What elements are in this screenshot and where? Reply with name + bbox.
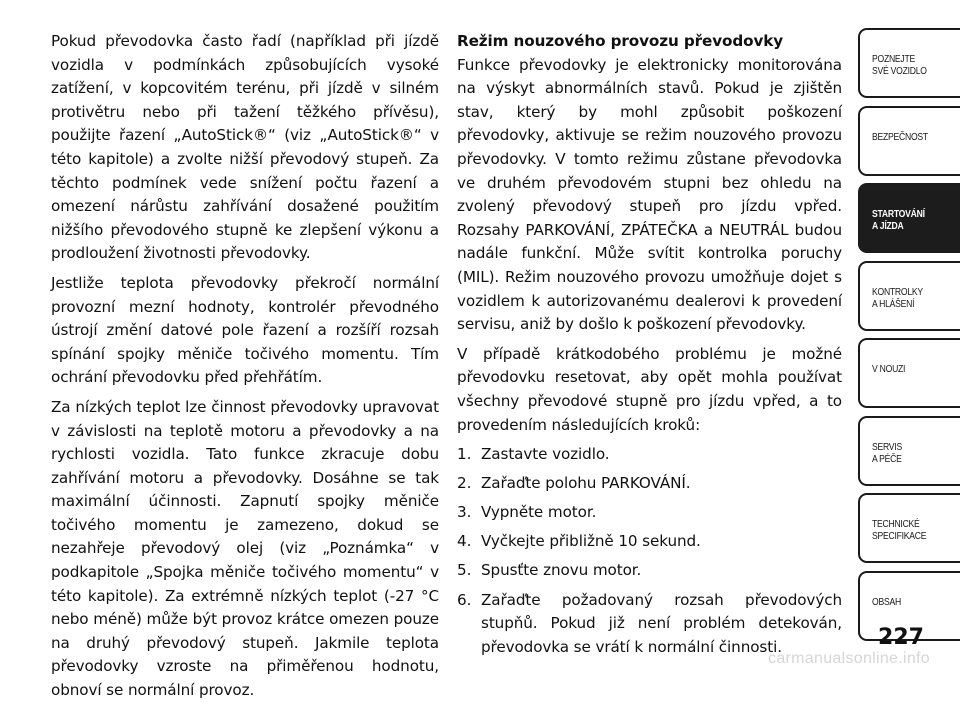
paragraph-limp-mode: Funkce převodovky je elektronicky monitorována na výskyt abnormálních stavů. Pokud je zjištěn stav, který by mohl způsobit poškození převodovky, aktivuje se režim nouzového provozu převodovky. V tomto režimu zůstane převodovka ve druhém převodovém stupni bez ohledu na zvolený převodový stupeň pro jízdu vpřed. Rozsahy PARKOVÁNÍ, ZPÁTEČKA a NEUTRÁL budou nadále funkční. Může svítit kontrolka poruchy (MIL). Režim nouzového provozu umožňuje dojet s vozidlem k autorizovanému dealerovi k provedení servisu, aniž by došlo k poškození převodovky. — [457, 55, 842, 334]
list-item — [457, 443, 842, 467]
paragraph-frequent-shifting: Pokud převodovka často řadí (například při jízdě vozidla v podmínkách způsobujících vysoké zatížení, v kopcovitém terénu, při jízdě v silném protivětru nebo při tažení těžkého přívěsu), použijte řazení „AutoStick®“ (viz „AutoStick®“ v této kapitole) a zvolte nižší převodový stupeň. Za těchto podmínek vede snížení počtu řazení a omezení nárůstu zahřívání dosažené použitím nižšího převodového stupně ke zlepšení výkonu a prodloužení životnosti převodovky. — [51, 32, 439, 263]
step-text: Vyčkejte přibližně 10 sekund. — [481, 532, 701, 551]
paragraph-overheat-protection: Jestliže teplota převodovky překročí normální provozní mezní hodnoty, kontrolér převodného ústrojí změní datové pole řazení a rozšíří rozsah spínání spojky měniče točivého momentu. Tím ochrání převodovku před přehřátím. — [51, 273, 439, 387]
list-item — [457, 530, 842, 554]
reset-steps-list — [457, 443, 842, 659]
tab-label: OBSAH — [872, 595, 901, 608]
step-text: Vypněte motor. — [481, 503, 597, 522]
tab-label: TECHNICKÉ SPECIFIKACE — [872, 518, 927, 542]
tab-label: POZNEJTE SVÉ VOZIDLO — [872, 53, 927, 77]
tab-v-nouzi[interactable] — [858, 338, 960, 408]
step-number: 5. — [457, 561, 472, 580]
chapter-tabs — [858, 28, 960, 648]
step-number: 4. — [457, 532, 472, 551]
paragraph-low-temperature: Za nízkých teplot lze činnost převodovky upravovat v závislosti na teplotě motoru a převodovky a na rychlosti vozidla. Tato funkce zkracuje dobu zahřívání motoru a převodovky. Dosáhne se tak maximální účinnosti. Zapnutí spojky měniče točivého momentu je zamezeno, dokud se nezahřeje převodový olej (viz „Poznámka“ v podkapitole „Spojka měniče točivého momentu“ v této kapitole). Za extrémně nízkých teplot (-27 °C nebo méně) může být provoz krátce omezen pouze na druhý převodový stupeň. Jakmile teplota převodovky vzroste na přiměřenou hodnotu, obnoví se normální provoz. — [51, 397, 439, 700]
list-item — [457, 589, 842, 660]
step-number: 3. — [457, 503, 472, 522]
paragraph-reset-intro: V případě krátkodobého problému je možné převodovku resetovat, aby opět mohla používat všechny převodové stupně pro jízdu vpřed, a to provedením následujících kroků: — [457, 344, 842, 434]
tab-bezpecnost[interactable] — [858, 106, 960, 176]
step-text: Spusťte znovu motor. — [481, 561, 642, 580]
step-text: Zařaďte polohu PARKOVÁNÍ. — [481, 474, 691, 493]
left-column — [51, 30, 439, 709]
right-column — [457, 30, 842, 665]
tab-label: KONTROLKY A HLÁŠENÍ — [872, 285, 923, 310]
page-number: 227 — [878, 625, 924, 650]
step-number: 1. — [457, 445, 472, 464]
step-number: 6. — [457, 590, 472, 609]
list-item — [457, 501, 842, 525]
tab-label: V NOUZI — [872, 363, 906, 375]
step-number: 2. — [457, 474, 472, 493]
tab-label: SERVIS A PÉČE — [872, 440, 902, 465]
tab-poznejte-sve-vozidlo[interactable] — [858, 28, 960, 98]
tab-servis-a-pece[interactable] — [858, 416, 960, 486]
watermark: carmanualsonline.info — [768, 650, 930, 667]
list-item — [457, 559, 842, 583]
tab-kontrolky-a-hlaseni[interactable] — [858, 261, 960, 331]
list-item — [457, 472, 842, 496]
section-heading: Režim nouzového provozu převodovky — [457, 32, 784, 50]
step-text: Zařaďte požadovaný rozsah převodových stupňů. Pokud již není problém detekován, převodovka se vrátí k normální činnosti. — [481, 590, 842, 656]
tab-label: BEZPEČNOST — [872, 130, 928, 143]
tab-technicke-specifikace[interactable] — [858, 493, 960, 563]
tab-startovani-a-jizda[interactable] — [858, 183, 960, 253]
tab-label: STARTOVÁNÍ A JÍZDA — [872, 208, 925, 232]
step-text: Zastavte vozidlo. — [481, 445, 610, 464]
